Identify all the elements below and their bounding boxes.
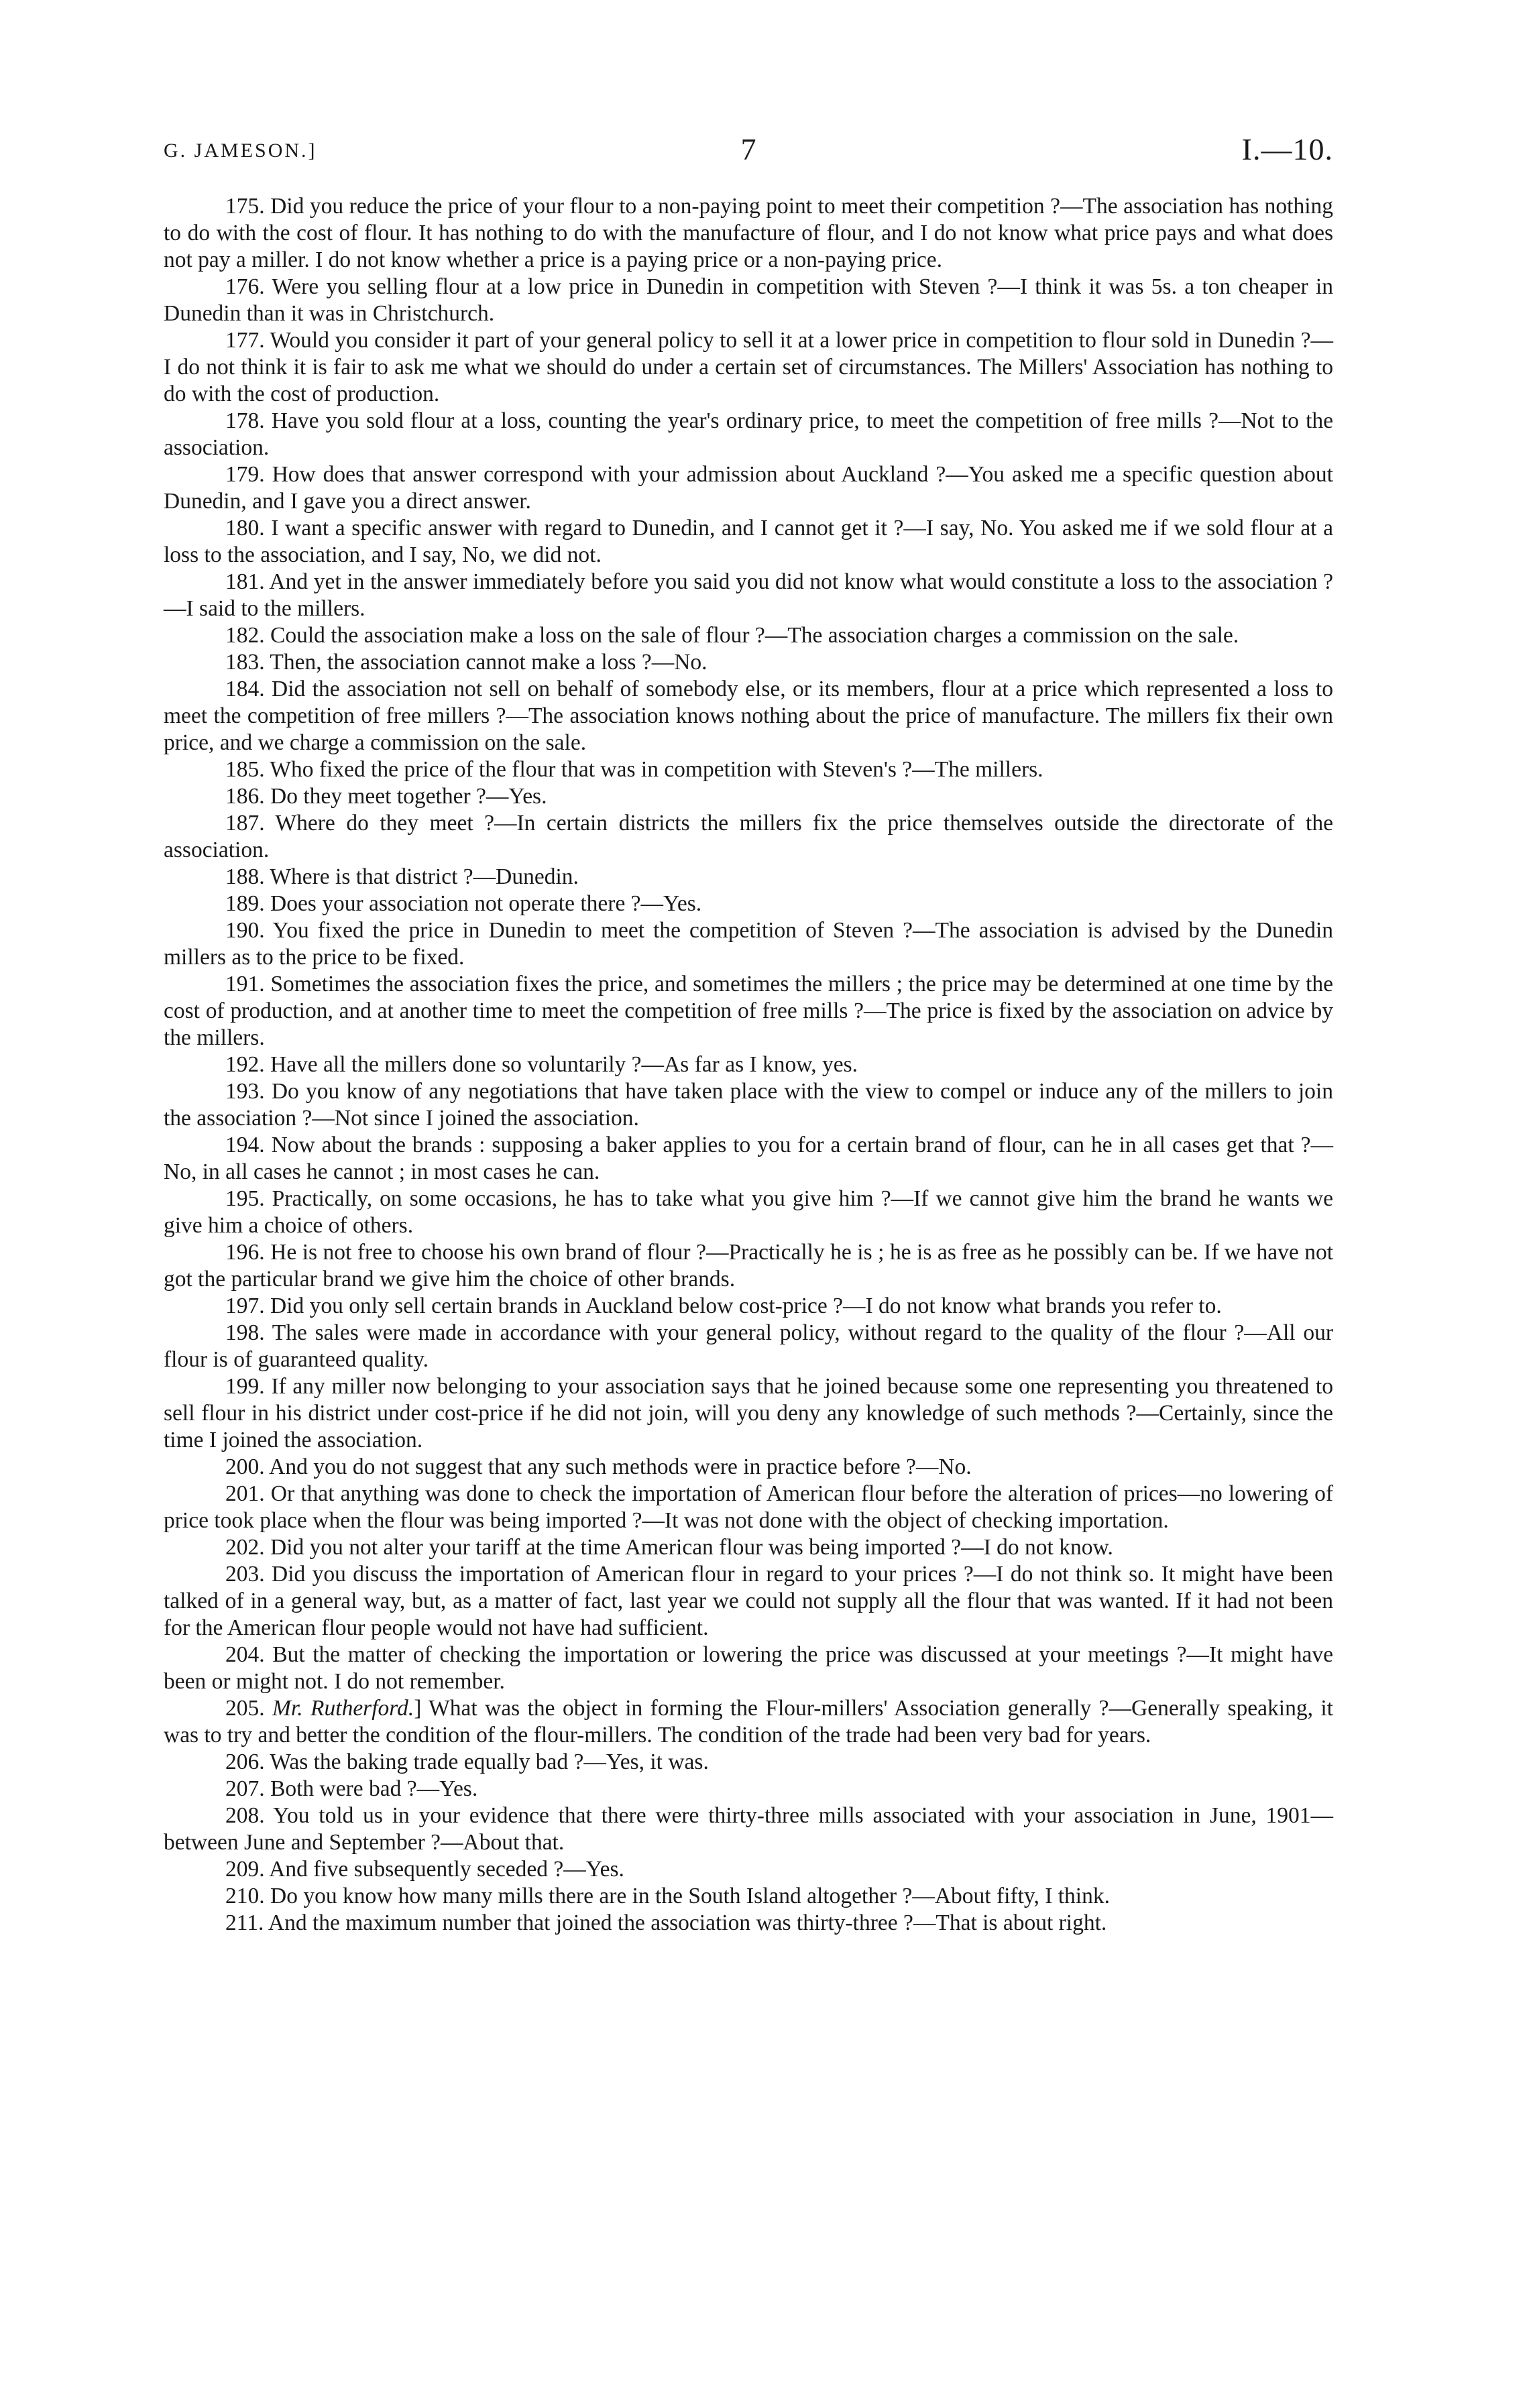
- question-185: 185. Who fixed the price of the flour that was in competition with Steven's ?—The millers.: [225, 757, 1043, 782]
- question-198: 198. The sales were made in accordance with your general policy, without regard to the quality of the flour ?—All our flour is of guaranteed quality.: [164, 1320, 1333, 1372]
- question-205: [164, 1695, 1333, 1749]
- header-witness-name: G. JAMESON.]: [164, 139, 317, 162]
- question-203: 203. Did you discuss the importation of American flour in regard to your prices ?—I do not think so. It might have been talked of in a general way, but, as a matter of fact, last year we could not supply all the flour that was wanted. If it had not been for the American flour people would not have had sufficient.: [164, 1562, 1333, 1640]
- question-200: 200. And you do not suggest that any such methods were in practice before ?—No.: [225, 1454, 972, 1479]
- page-body: [164, 193, 1333, 1937]
- question-210: 210. Do you know how many mills there are in the South Island altogether ?—About fifty, I think.: [225, 1884, 1110, 1908]
- document-reference: I.—10.: [1241, 132, 1333, 166]
- question-205-number: 205.: [225, 1696, 273, 1721]
- question-179: 179. How does that answer correspond with your admission about Auckland ?—You asked me a specific question about Dunedin, and I gave you a direct answer.: [164, 462, 1333, 514]
- page-header: [164, 131, 1333, 172]
- question-180: 180. I want a specific answer with regard to Dunedin, and I cannot get it ?—I say, No. You asked me if we sold flour at a loss to the association, and I say, No, we did not.: [164, 516, 1333, 567]
- question-178: 178. Have you sold flour at a loss, counting the year's ordinary price, to meet the competition of free mills ?—Not to the association.: [164, 408, 1333, 460]
- question-183: 183. Then, the association cannot make a loss ?—No.: [225, 650, 707, 675]
- question-182: 182. Could the association make a loss on the sale of flour ?—The association charges a commission on the sale.: [225, 623, 1239, 648]
- question-193: 193. Do you know of any negotiations that have taken place with the view to compel or induce any of the millers to join the association ?—Not since I joined the association.: [164, 1079, 1333, 1131]
- question-194: 194. Now about the brands : supposing a baker applies to you for a certain brand of flour, can he in all cases get that ?—No, in all cases he cannot ; in most cases he can.: [164, 1133, 1333, 1184]
- question-192: 192. Have all the millers done so voluntarily ?—As far as I know, yes.: [225, 1052, 858, 1077]
- question-197: 197. Did you only sell certain brands in Auckland below cost-price ?—I do not know what brands you refer to.: [225, 1294, 1222, 1318]
- page-number: 7: [740, 132, 756, 166]
- question-191: 191. Sometimes the association fixes the price, and sometimes the millers ; the price may be determined at one time by the cost of production, and at another time to meet the competition of free mills ?—The price is fixed by the association on advice by the millers.: [164, 972, 1333, 1050]
- question-209: 209. And five subsequently seceded ?—Yes.: [225, 1857, 624, 1882]
- question-175: 175. Did you reduce the price of your flour to a non-paying point to meet their competition ?—The association has nothing to do with the cost of flour. It has nothing to do with the manufacture of flour, and I do not know what price pays and what does not pay a miller. I do not know whether a price is a paying price or a non-paying price.: [164, 194, 1333, 272]
- speaker-name: Mr. Rutherford.: [272, 1696, 414, 1721]
- question-196: 196. He is not free to choose his own brand of flour ?—Practically he is ; he is as free as he possibly can be. If we have not got the particular brand we give him the choice of other brands.: [164, 1240, 1333, 1292]
- question-189: 189. Does your association not operate there ?—Yes.: [225, 891, 702, 916]
- question-181: 181. And yet in the answer immediately before you said you did not know what would constitute a loss to the association ?—I said to the millers.: [164, 569, 1333, 621]
- question-208: 208. You told us in your evidence that there were thirty-three mills associated with your association in June, 1901—between June and September ?—About that.: [164, 1803, 1333, 1855]
- question-188: 188. Where is that district ?—Dunedin.: [225, 864, 579, 889]
- question-204: 204. But the matter of checking the importation or lowering the price was discussed at your meetings ?—It might have been or might not. I do not remember.: [164, 1642, 1333, 1694]
- question-190: 190. You fixed the price in Dunedin to meet the competition of Steven ?—The association is advised by the Dunedin millers as to the price to be fixed.: [164, 918, 1333, 970]
- question-187: 187. Where do they meet ?—In certain districts the millers fix the price themselves outside the directorate of the association.: [164, 811, 1333, 862]
- question-207: 207. Both were bad ?—Yes.: [225, 1776, 478, 1801]
- question-201: 201. Or that anything was done to check the importation of American flour before the alteration of prices—no lowering of price took place when the flour was being imported ?—It was not done with the object of checking importation.: [164, 1481, 1333, 1533]
- question-205-text: ] What was the object in forming the Flour-millers' Association generally ?—Generally speaking, it was to try and better the condition of the flour-millers. The condition of the trade had been very bad for years.: [164, 1696, 1333, 1747]
- question-184: 184. Did the association not sell on behalf of somebody else, or its members, flour at a price which represented a loss to meet the competition of free millers ?—The association knows nothing about the price of manufacture. The millers fix their own price, and we charge a commission on the sale.: [164, 677, 1333, 755]
- question-202: 202. Did you not alter your tariff at the time American flour was being imported ?—I do not know.: [225, 1535, 1113, 1560]
- question-206: 206. Was the baking trade equally bad ?—Yes, it was.: [225, 1750, 709, 1774]
- question-211: 211. And the maximum number that joined the association was thirty-three ?—That is about right.: [225, 1910, 1107, 1935]
- question-195: 195. Practically, on some occasions, he has to take what you give him ?—If we cannot give him the brand he wants we give him a choice of others.: [164, 1186, 1333, 1238]
- question-176: 176. Were you selling flour at a low price in Dunedin in competition with Steven ?—I think it was 5s. a ton cheaper in Dunedin than it was in Christchurch.: [164, 274, 1333, 326]
- question-199: 199. If any miller now belonging to your association says that he joined because some one representing you threatened to sell flour in his district under cost-price if he did not join, will you deny any knowledge of such methods ?—Certainly, since the time I joined the association.: [164, 1374, 1333, 1452]
- question-177: 177. Would you consider it part of your general policy to sell it at a lower price in competition to flour sold in Dunedin ?—I do not think it is fair to ask me what we should do under a certain set of circumstances. The Millers' Association has nothing to do with the cost of production.: [164, 328, 1333, 406]
- question-186: 186. Do they meet together ?—Yes.: [225, 784, 547, 809]
